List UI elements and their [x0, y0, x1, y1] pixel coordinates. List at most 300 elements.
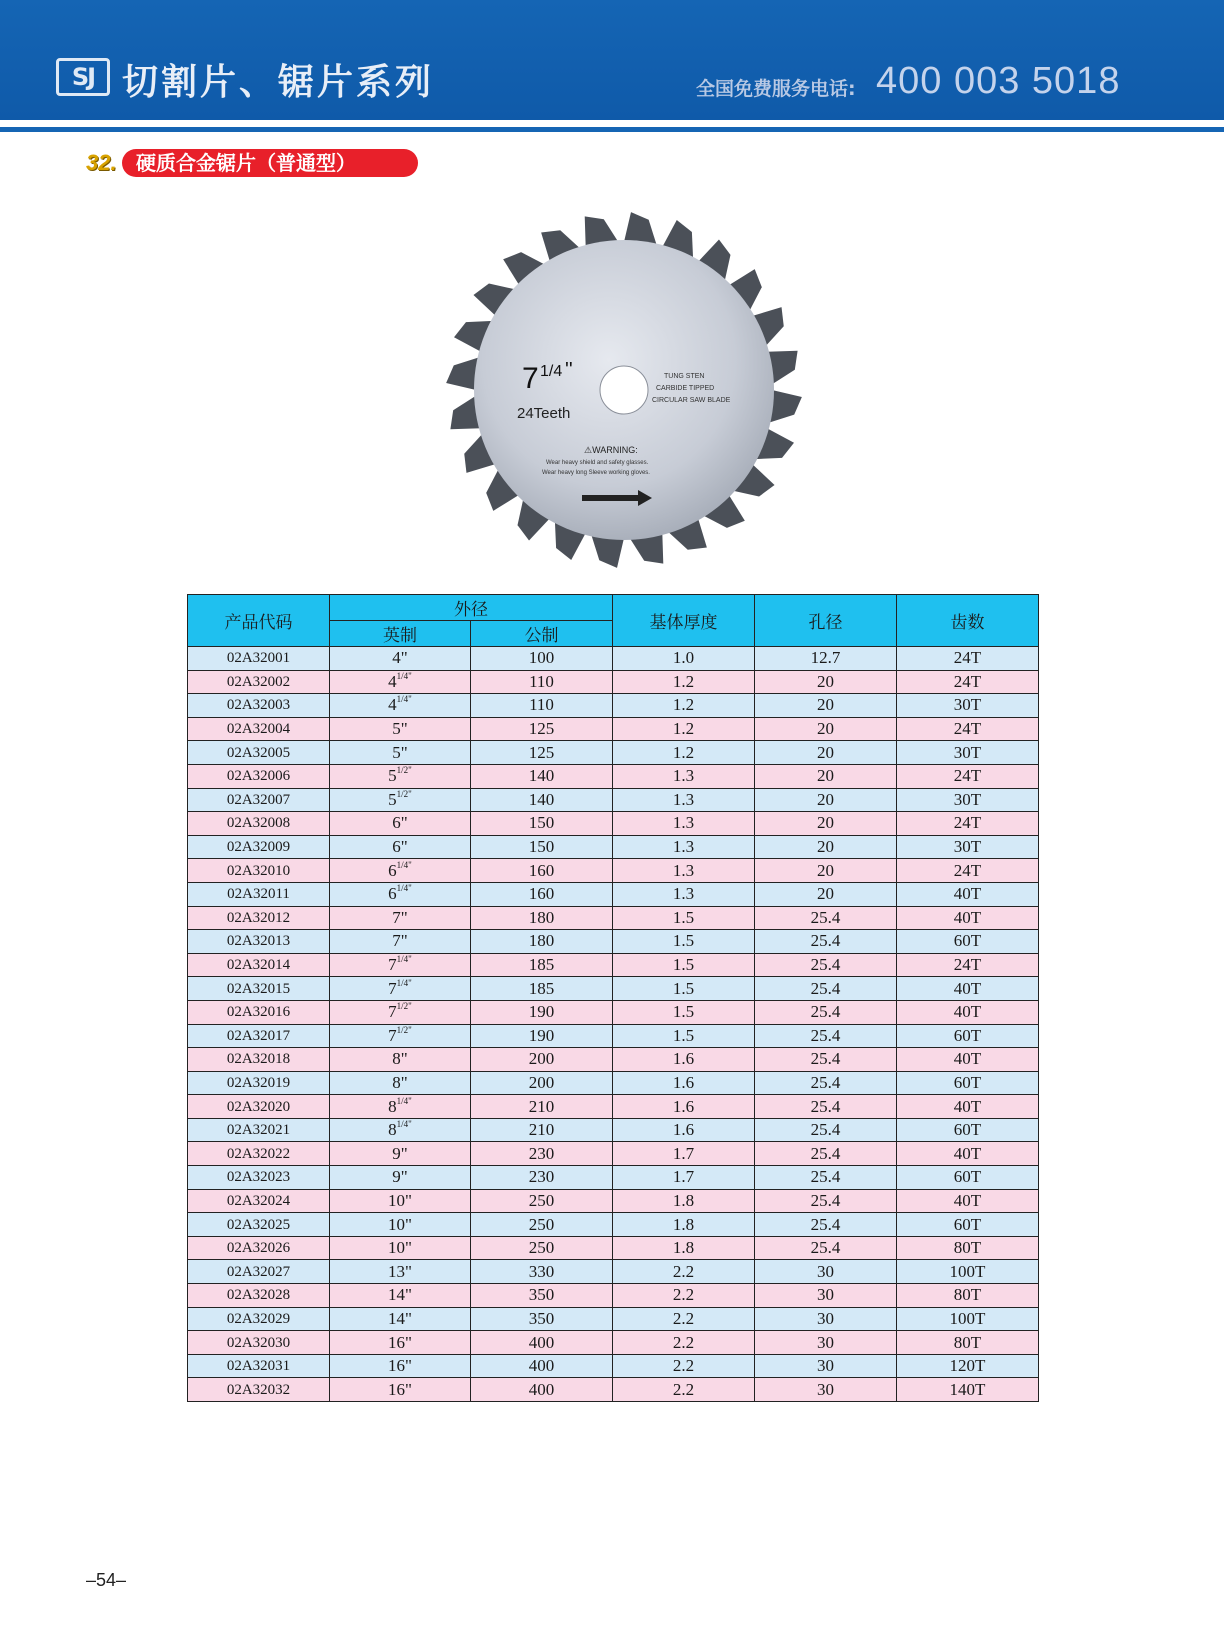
imperial-fraction: 1/2	[396, 1024, 409, 1035]
cell-code: 02A32023	[188, 1166, 330, 1190]
imperial-fraction: 1/4	[396, 1095, 409, 1106]
cell-metric: 250	[471, 1236, 613, 1260]
cell-teeth: 120T	[897, 1354, 1039, 1378]
imperial-inch: 7	[388, 1002, 397, 1022]
cell-metric: 190	[471, 1024, 613, 1048]
cell-thickness: 1.2	[613, 694, 755, 718]
table-row	[188, 1095, 1039, 1119]
cell-metric: 180	[471, 930, 613, 954]
cell-imperial	[330, 1236, 471, 1260]
spec-table	[187, 594, 1039, 1402]
table-row	[188, 1236, 1039, 1260]
cell-code: 02A32027	[188, 1260, 330, 1284]
header-code: 产品代码	[188, 595, 330, 647]
cell-teeth: 30T	[897, 741, 1039, 765]
saw-blade-image	[434, 200, 814, 580]
cell-code: 02A32024	[188, 1189, 330, 1213]
cell-metric: 160	[471, 882, 613, 906]
imperial-inch: 5	[392, 719, 401, 739]
cell-thickness: 1.8	[613, 1236, 755, 1260]
cell-imperial	[330, 812, 471, 836]
inch-mark: "	[408, 977, 412, 988]
brand-line-3: CIRCULAR SAW BLADE	[652, 397, 731, 404]
section-title: 硬质合金锯片（普通型）	[122, 149, 418, 177]
inch-mark: "	[408, 859, 412, 870]
table-row	[188, 1378, 1039, 1402]
table-row	[188, 812, 1039, 836]
cell-metric: 100	[471, 647, 613, 671]
hotline-number: 400 003 5018	[876, 60, 1121, 102]
cell-bore: 20	[755, 812, 897, 836]
cell-bore: 25.4	[755, 1142, 897, 1166]
inch-mark: "	[400, 907, 408, 927]
cell-teeth: 60T	[897, 1213, 1039, 1237]
imperial-fraction: 1/4	[396, 1119, 409, 1130]
cell-code: 02A32003	[188, 694, 330, 718]
cell-bore: 25.4	[755, 1118, 897, 1142]
imperial-inch: 13	[388, 1261, 406, 1281]
arbor-hole	[600, 366, 648, 414]
cell-code: 02A32021	[188, 1118, 330, 1142]
cell-thickness: 1.7	[613, 1166, 755, 1190]
cell-imperial	[330, 977, 471, 1001]
inch-mark: "	[400, 1049, 408, 1069]
cell-metric: 140	[471, 764, 613, 788]
cell-thickness: 1.6	[613, 1118, 755, 1142]
imperial-inch: 10	[388, 1190, 406, 1210]
cell-imperial	[330, 953, 471, 977]
cell-bore: 25.4	[755, 1024, 897, 1048]
table-row	[188, 1331, 1039, 1355]
cell-thickness: 1.5	[613, 930, 755, 954]
cell-imperial	[330, 1166, 471, 1190]
table-row	[188, 882, 1039, 906]
cell-thickness: 1.8	[613, 1213, 755, 1237]
table-row	[188, 1260, 1039, 1284]
cell-bore: 25.4	[755, 1213, 897, 1237]
cell-bore: 20	[755, 717, 897, 741]
imperial-inch: 5	[388, 766, 397, 786]
inch-mark: "	[400, 813, 408, 833]
cell-metric: 400	[471, 1378, 613, 1402]
cell-code: 02A32012	[188, 906, 330, 930]
cell-imperial	[330, 1024, 471, 1048]
cell-bore: 25.4	[755, 953, 897, 977]
imperial-fraction: 1/4	[396, 670, 409, 681]
cell-metric: 250	[471, 1189, 613, 1213]
cell-bore: 25.4	[755, 1189, 897, 1213]
inch-mark: "	[408, 1119, 412, 1130]
cell-teeth: 30T	[897, 694, 1039, 718]
imperial-inch: 5	[388, 789, 397, 809]
cell-teeth: 60T	[897, 1024, 1039, 1048]
warning-title: ⚠WARNING:	[584, 445, 638, 455]
cell-bore: 25.4	[755, 1236, 897, 1260]
cell-imperial	[330, 1331, 471, 1355]
imperial-inch: 7	[388, 978, 397, 998]
inch-mark: "	[405, 1379, 412, 1399]
cell-teeth: 100T	[897, 1260, 1039, 1284]
cell-thickness: 2.2	[613, 1354, 755, 1378]
cell-metric: 190	[471, 1000, 613, 1024]
cell-code: 02A32025	[188, 1213, 330, 1237]
cell-code: 02A32009	[188, 835, 330, 859]
imperial-inch: 8	[392, 1049, 401, 1069]
cell-metric: 400	[471, 1331, 613, 1355]
cell-thickness: 1.3	[613, 835, 755, 859]
warning-line-2: Wear heavy long Sleeve working gloves.	[542, 470, 650, 476]
inch-mark: "	[408, 765, 412, 776]
cell-bore: 12.7	[755, 647, 897, 671]
header-metric: 公制	[471, 621, 613, 647]
inch-mark: "	[400, 742, 408, 762]
cell-imperial	[330, 647, 471, 671]
header-thickness: 基体厚度	[613, 595, 755, 647]
cell-code: 02A32002	[188, 670, 330, 694]
cell-code: 02A32001	[188, 647, 330, 671]
cell-metric: 210	[471, 1118, 613, 1142]
imperial-inch: 4	[388, 671, 397, 691]
section-number: 32.	[86, 150, 117, 175]
table-row	[188, 741, 1039, 765]
cell-teeth: 40T	[897, 1048, 1039, 1072]
cell-metric: 200	[471, 1071, 613, 1095]
imperial-inch: 14	[388, 1285, 406, 1305]
cell-teeth: 100T	[897, 1307, 1039, 1331]
inch-mark: "	[408, 1001, 412, 1012]
cell-code: 02A32030	[188, 1331, 330, 1355]
cell-teeth: 40T	[897, 1000, 1039, 1024]
cell-code: 02A32032	[188, 1378, 330, 1402]
cell-teeth: 24T	[897, 670, 1039, 694]
cell-imperial	[330, 1071, 471, 1095]
cell-teeth: 24T	[897, 859, 1039, 883]
cell-metric: 110	[471, 670, 613, 694]
cell-thickness: 2.2	[613, 1331, 755, 1355]
inch-mark: "	[405, 1261, 412, 1281]
cell-imperial	[330, 906, 471, 930]
cell-thickness: 1.6	[613, 1095, 755, 1119]
table-row	[188, 977, 1039, 1001]
cell-teeth: 40T	[897, 906, 1039, 930]
imperial-inch: 14	[388, 1308, 406, 1328]
inch-mark: "	[400, 931, 408, 951]
table-row	[188, 1213, 1039, 1237]
cell-bore: 20	[755, 694, 897, 718]
cell-bore: 20	[755, 882, 897, 906]
cell-teeth: 40T	[897, 1142, 1039, 1166]
cell-metric: 110	[471, 694, 613, 718]
imperial-inch: 6	[392, 837, 401, 857]
cell-teeth: 80T	[897, 1284, 1039, 1308]
cell-teeth: 80T	[897, 1331, 1039, 1355]
cell-code: 02A32019	[188, 1071, 330, 1095]
cell-thickness: 1.2	[613, 741, 755, 765]
cell-code: 02A32013	[188, 930, 330, 954]
table-row	[188, 1024, 1039, 1048]
inch-mark: "	[408, 788, 412, 799]
cell-bore: 25.4	[755, 930, 897, 954]
cell-metric: 150	[471, 812, 613, 836]
cell-imperial	[330, 882, 471, 906]
imperial-fraction: 1/2	[396, 765, 409, 776]
cell-code: 02A32026	[188, 1236, 330, 1260]
inch-mark: "	[400, 648, 408, 668]
table-row	[188, 647, 1039, 671]
cell-thickness: 2.2	[613, 1378, 755, 1402]
imperial-inch: 7	[388, 1025, 397, 1045]
cell-teeth: 40T	[897, 977, 1039, 1001]
cell-teeth: 24T	[897, 812, 1039, 836]
cell-metric: 180	[471, 906, 613, 930]
cell-thickness: 1.3	[613, 859, 755, 883]
cell-imperial	[330, 1260, 471, 1284]
cell-code: 02A32018	[188, 1048, 330, 1072]
imperial-inch: 8	[392, 1072, 401, 1092]
warning-line-1: Wear heavy shield and safety glasses.	[546, 460, 649, 466]
cell-metric: 125	[471, 741, 613, 765]
table-row	[188, 717, 1039, 741]
cell-code: 02A32015	[188, 977, 330, 1001]
cell-imperial	[330, 1354, 471, 1378]
cell-bore: 20	[755, 741, 897, 765]
cell-code: 02A32022	[188, 1142, 330, 1166]
cell-imperial	[330, 1213, 471, 1237]
cell-thickness: 1.5	[613, 906, 755, 930]
cell-code: 02A32004	[188, 717, 330, 741]
cell-thickness: 2.2	[613, 1284, 755, 1308]
cell-metric: 150	[471, 835, 613, 859]
imperial-fraction: 1/2	[396, 788, 409, 799]
table-row	[188, 670, 1039, 694]
cell-metric: 350	[471, 1284, 613, 1308]
imperial-inch: 6	[388, 884, 397, 904]
cell-imperial	[330, 1189, 471, 1213]
imperial-fraction: 1/4	[396, 883, 409, 894]
cell-bore: 20	[755, 788, 897, 812]
cell-imperial	[330, 1284, 471, 1308]
cell-code: 02A32008	[188, 812, 330, 836]
inch-mark: "	[405, 1308, 412, 1328]
header-teeth: 齿数	[897, 595, 1039, 647]
cell-thickness: 1.2	[613, 670, 755, 694]
blade-size-whole: 7	[522, 362, 539, 395]
imperial-inch: 16	[388, 1332, 406, 1352]
table-row	[188, 835, 1039, 859]
header-bore: 孔径	[755, 595, 897, 647]
page-number: –54–	[86, 1570, 127, 1590]
imperial-inch: 10	[388, 1238, 406, 1258]
cell-bore: 20	[755, 764, 897, 788]
cell-metric: 160	[471, 859, 613, 883]
cell-thickness: 1.3	[613, 812, 755, 836]
imperial-inch: 7	[392, 931, 401, 951]
table-row	[188, 1048, 1039, 1072]
cell-bore: 20	[755, 835, 897, 859]
inch-mark: "	[408, 954, 412, 965]
imperial-inch: 16	[388, 1379, 406, 1399]
imperial-inch: 5	[392, 742, 401, 762]
cell-thickness: 1.3	[613, 882, 755, 906]
inch-mark: "	[400, 837, 408, 857]
imperial-fraction: 1/4	[396, 859, 409, 870]
cell-teeth: 40T	[897, 1095, 1039, 1119]
cell-imperial	[330, 1000, 471, 1024]
cell-bore: 25.4	[755, 906, 897, 930]
cell-code: 02A32029	[188, 1307, 330, 1331]
imperial-inch: 6	[392, 813, 401, 833]
imperial-inch: 10	[388, 1214, 406, 1234]
cell-imperial	[330, 835, 471, 859]
table-row	[188, 1307, 1039, 1331]
brand-logo: SJ	[56, 58, 110, 96]
blade-teeth-label: 24Teeth	[517, 405, 571, 422]
brand-line-2: CARBIDE TIPPED	[656, 385, 715, 392]
cell-metric: 230	[471, 1142, 613, 1166]
table-row	[188, 859, 1039, 883]
imperial-inch: 8	[388, 1120, 397, 1140]
cell-teeth: 80T	[897, 1236, 1039, 1260]
imperial-inch: 6	[388, 860, 397, 880]
cell-metric: 250	[471, 1213, 613, 1237]
header-divider	[0, 127, 1224, 132]
table-row	[188, 764, 1039, 788]
table-row	[188, 1189, 1039, 1213]
cell-code: 02A32028	[188, 1284, 330, 1308]
cell-metric: 400	[471, 1354, 613, 1378]
saw-blade-icon	[434, 200, 814, 580]
imperial-fraction: 1/4	[396, 694, 409, 705]
cell-thickness: 2.2	[613, 1307, 755, 1331]
cell-thickness: 1.6	[613, 1048, 755, 1072]
cell-bore: 30	[755, 1307, 897, 1331]
cell-code: 02A32031	[188, 1354, 330, 1378]
cell-thickness: 1.3	[613, 764, 755, 788]
cell-code: 02A32016	[188, 1000, 330, 1024]
cell-thickness: 1.5	[613, 1024, 755, 1048]
cell-bore: 30	[755, 1378, 897, 1402]
header-outer-diameter: 外径	[330, 595, 613, 621]
cell-imperial	[330, 1142, 471, 1166]
inch-mark: "	[405, 1356, 412, 1376]
cell-metric: 210	[471, 1095, 613, 1119]
cell-teeth: 60T	[897, 1071, 1039, 1095]
inch-mark: "	[405, 1214, 412, 1234]
table-row	[188, 1284, 1039, 1308]
cell-teeth: 24T	[897, 953, 1039, 977]
cell-bore: 25.4	[755, 1071, 897, 1095]
cell-metric: 350	[471, 1307, 613, 1331]
inch-mark: "	[400, 1143, 408, 1163]
cell-teeth: 24T	[897, 647, 1039, 671]
cell-code: 02A32014	[188, 953, 330, 977]
cell-thickness: 1.0	[613, 647, 755, 671]
cell-bore: 25.4	[755, 1000, 897, 1024]
inch-mark: "	[408, 670, 412, 681]
imperial-inch: 4	[388, 695, 397, 715]
imperial-inch: 9	[392, 1143, 401, 1163]
cell-thickness: 1.3	[613, 788, 755, 812]
cell-metric: 230	[471, 1166, 613, 1190]
blade-size-mark: ''	[565, 359, 573, 381]
table-row	[188, 1166, 1039, 1190]
table-row	[188, 1142, 1039, 1166]
cell-thickness: 1.7	[613, 1142, 755, 1166]
inch-mark: "	[400, 1167, 408, 1187]
table-row	[188, 953, 1039, 977]
cell-imperial	[330, 1378, 471, 1402]
cell-thickness: 1.5	[613, 953, 755, 977]
cell-bore: 25.4	[755, 1095, 897, 1119]
hotline-label: 全国免费服务电话:	[696, 78, 856, 100]
cell-imperial	[330, 1095, 471, 1119]
cell-teeth: 30T	[897, 835, 1039, 859]
blade-size-fraction: 1/4	[540, 363, 563, 380]
cell-teeth: 24T	[897, 764, 1039, 788]
cell-thickness: 1.5	[613, 1000, 755, 1024]
imperial-fraction: 1/4	[396, 954, 409, 965]
cell-bore: 25.4	[755, 1048, 897, 1072]
cell-imperial	[330, 670, 471, 694]
imperial-inch: 8	[388, 1096, 397, 1116]
cell-thickness: 2.2	[613, 1260, 755, 1284]
cell-imperial	[330, 741, 471, 765]
cell-code: 02A32006	[188, 764, 330, 788]
cell-metric: 185	[471, 977, 613, 1001]
cell-teeth: 60T	[897, 1166, 1039, 1190]
imperial-fraction: 1/4	[396, 977, 409, 988]
inch-mark: "	[408, 1024, 412, 1035]
table-row	[188, 1354, 1039, 1378]
cell-bore: 30	[755, 1331, 897, 1355]
table-row	[188, 788, 1039, 812]
cell-teeth: 30T	[897, 788, 1039, 812]
cell-bore: 30	[755, 1260, 897, 1284]
cell-thickness: 1.5	[613, 977, 755, 1001]
cell-bore: 30	[755, 1354, 897, 1378]
inch-mark: "	[400, 1072, 408, 1092]
cell-metric: 185	[471, 953, 613, 977]
series-title: 切割片、锯片系列	[122, 62, 435, 103]
cell-imperial	[330, 788, 471, 812]
imperial-inch: 16	[388, 1356, 406, 1376]
cell-code: 02A32020	[188, 1095, 330, 1119]
cell-teeth: 140T	[897, 1378, 1039, 1402]
cell-metric: 330	[471, 1260, 613, 1284]
inch-mark: "	[405, 1332, 412, 1352]
table-row	[188, 694, 1039, 718]
inch-mark: "	[405, 1190, 412, 1210]
cell-thickness: 1.8	[613, 1189, 755, 1213]
cell-code: 02A32007	[188, 788, 330, 812]
cell-bore: 20	[755, 859, 897, 883]
cell-teeth: 40T	[897, 1189, 1039, 1213]
table-row	[188, 1000, 1039, 1024]
table-row	[188, 906, 1039, 930]
inch-mark: "	[408, 1095, 412, 1106]
cell-teeth: 40T	[897, 882, 1039, 906]
imperial-inch: 7	[388, 955, 397, 975]
cell-code: 02A32011	[188, 882, 330, 906]
imperial-inch: 4	[392, 648, 401, 668]
cell-teeth: 60T	[897, 1118, 1039, 1142]
cell-imperial	[330, 1048, 471, 1072]
cell-bore: 25.4	[755, 1166, 897, 1190]
imperial-fraction: 1/2	[396, 1001, 409, 1012]
inch-mark: "	[408, 694, 412, 705]
header-imperial: 英制	[330, 621, 471, 647]
cell-code: 02A32005	[188, 741, 330, 765]
